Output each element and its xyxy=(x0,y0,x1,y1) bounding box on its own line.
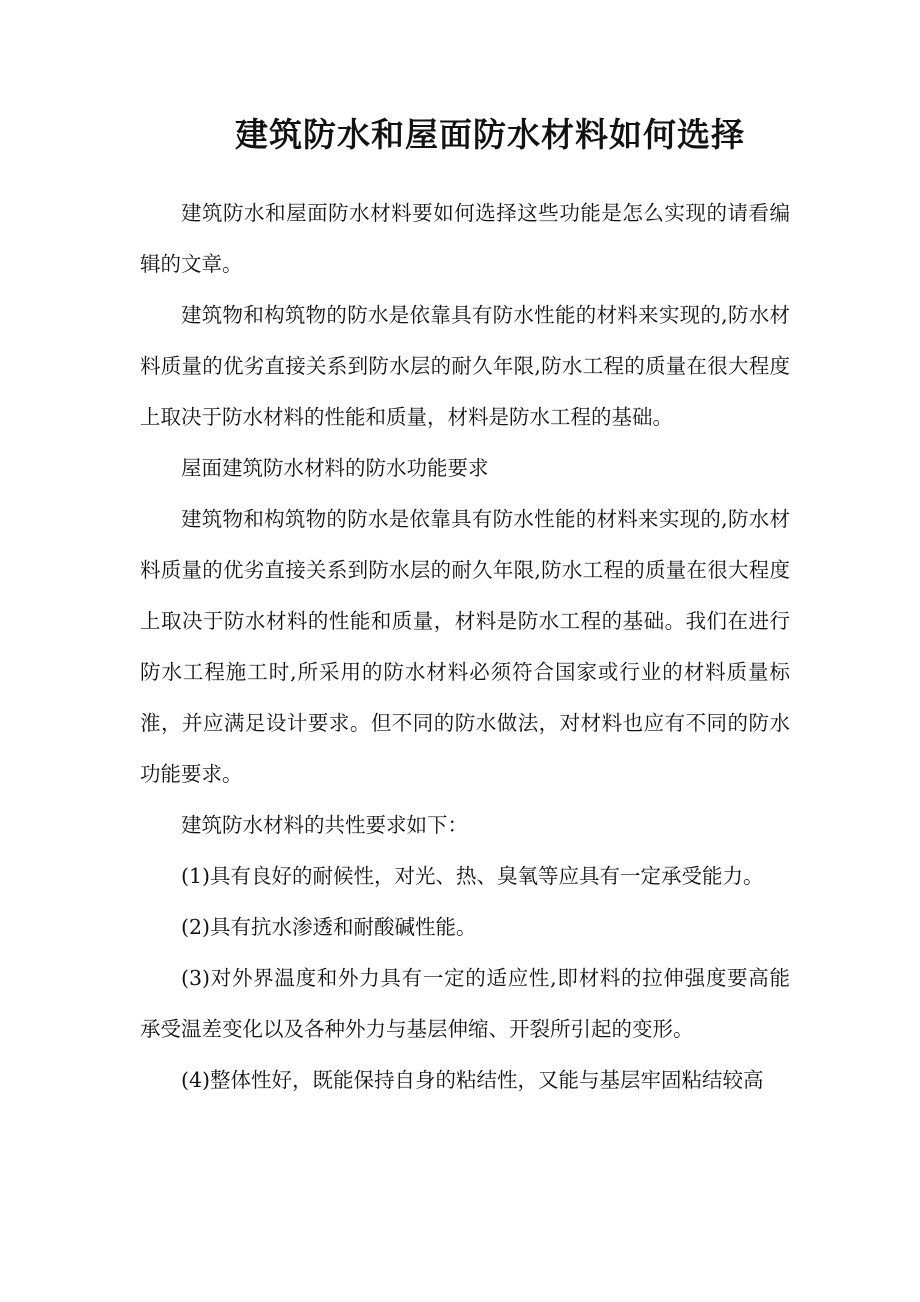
document-body xyxy=(140,188,790,1106)
list-item-2: (2)具有抗水渗透和耐酸碱性能。 xyxy=(181,915,477,939)
list-item-3: (3)对外界温度和外力具有一定的适应性,即材料的拉伸强度要高能承受温差变化以及各种外力与基层伸缩、开裂所引起的变形。 xyxy=(140,966,790,1041)
paragraph-common-requirements: 建筑防水材料的共性要求如下： xyxy=(181,813,468,837)
paragraph-waterproof-basis: 建筑物和构筑物的防水是依靠具有防水性能的材料来实现的,防水材料质量的优劣直接关系到防水层的耐久年限,防水工程的质量在很大程度上取决于防水材料的性能和质量，材料是防水工程的基础。 xyxy=(140,303,790,429)
paragraph-waterproof-standards: 建筑物和构筑物的防水是依靠具有防水性能的材料来实现的,防水材料质量的优劣直接关系到防水层的耐久年限,防水工程的质量在很大程度上取决于防水材料的性能和质量，材料是防水工程的基础。我们在进行防水工程施工时,所采用的防水材料必须符合国家或行业的材料质量标淮，并应满足设计要求。但不同的防水做法，对材料也应有不同的防水功能要求。 xyxy=(140,507,790,786)
document-title: 建筑防水和屋面防水材料如何选择 xyxy=(235,115,745,154)
list-item-4: (4)整体性好，既能保持自身的粘结性，又能与基层牢固粘结较高 xyxy=(181,1068,764,1092)
list-item-1: (1)具有良好的耐候性，对光、热、臭氧等应具有一定承受能力。 xyxy=(181,864,764,888)
paragraph-intro: 建筑防水和屋面防水材料要如何选择这些功能是怎么实现的请看编辑的文章。 xyxy=(140,201,790,276)
section-heading-requirements: 屋面建筑防水材料的防水功能要求 xyxy=(181,456,489,480)
